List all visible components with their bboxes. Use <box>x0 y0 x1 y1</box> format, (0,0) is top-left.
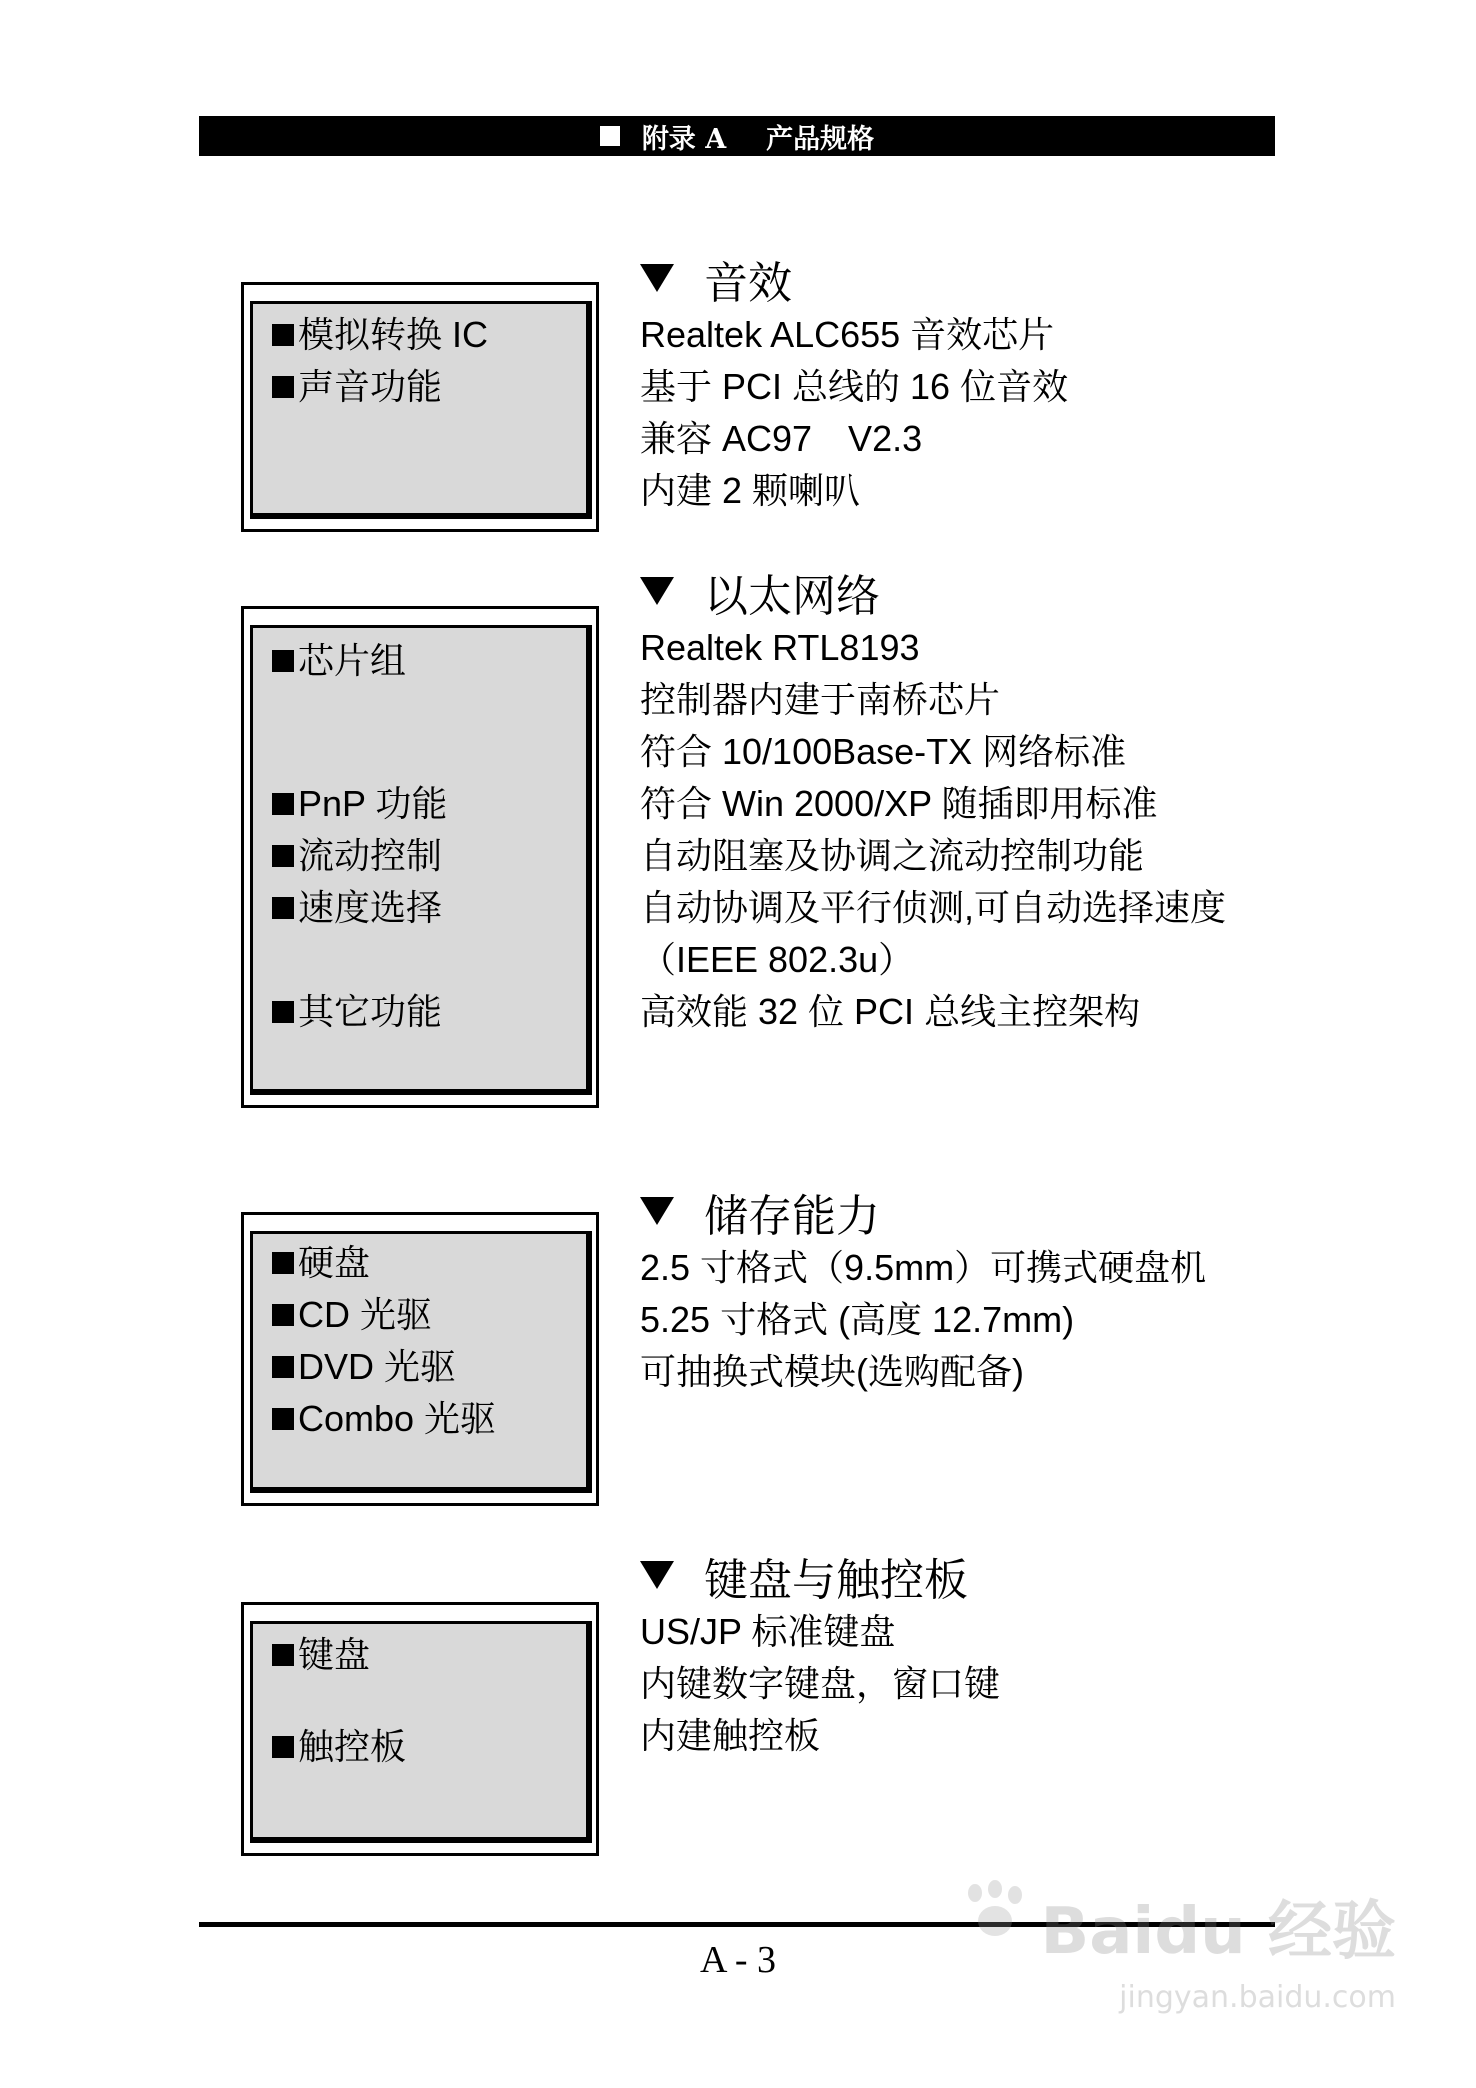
page-number: A - 3 <box>700 1939 776 1981</box>
spec-line: 自动阻塞及协调之流动控制功能 <box>640 835 1145 876</box>
spec-line: 高效能 32 位 PCI 总线主控架构 <box>640 991 1141 1032</box>
storage-section <box>640 1192 1320 1398</box>
triangle-down-icon <box>640 1561 674 1589</box>
audio-item-sound: 声音功能 <box>272 367 442 407</box>
storage-item-combo: Combo 光驱 <box>272 1399 496 1439</box>
keyboard-section <box>640 1556 1320 1762</box>
storage-side-box <box>241 1212 599 1506</box>
header-title: 产品规格 <box>766 123 875 155</box>
keyboard-side-box <box>241 1602 599 1856</box>
square-bullet-icon <box>600 126 620 146</box>
spec-line: 控制器内建于南桥芯片 <box>640 679 1001 720</box>
spec-line: 内建 2 颗喇叭 <box>640 470 861 511</box>
section-title: 以太网络 <box>640 572 1320 622</box>
storage-item-dvd: DVD 光驱 <box>272 1347 456 1387</box>
spec-line: 自动协调及平行侦测,可自动选择速度 <box>640 887 1227 928</box>
spec-line: 可抽换式模块(选购配备) <box>640 1351 1024 1392</box>
spec-line: 2.5 寸格式（9.5mm）可携式硬盘机 <box>640 1247 1207 1288</box>
triangle-down-icon <box>640 1197 674 1225</box>
spec-line: 内建触控板 <box>640 1715 821 1756</box>
spec-line: （IEEE 802.3u） <box>640 939 915 980</box>
paw-logo-icon <box>960 1880 1030 1940</box>
watermark-url: jingyan.baidu.com <box>1119 1980 1396 2015</box>
spec-line: US/JP 标准键盘 <box>640 1611 896 1652</box>
ethernet-section <box>640 572 1320 1038</box>
ethernet-item-speed: 速度选择 <box>272 888 442 928</box>
page-header <box>199 116 1275 156</box>
spec-line: 5.25 寸格式 (高度 12.7mm) <box>640 1299 1075 1340</box>
spec-line: Realtek RTL8193 <box>640 627 920 668</box>
audio-item-ic: 模拟转换 IC <box>272 315 488 355</box>
baidu-watermark <box>960 1880 1396 2015</box>
ethernet-item-pnp: PnP 功能 <box>272 784 447 824</box>
keyboard-item-touchpad: 触控板 <box>272 1727 406 1767</box>
spec-line: 兼容 AC97 V2.3 <box>640 418 923 459</box>
ethernet-side-box <box>241 606 599 1108</box>
audio-side-box <box>241 282 599 532</box>
section-title: 音效 <box>640 259 1320 309</box>
storage-item-hdd: 硬盘 <box>272 1243 370 1283</box>
section-title: 储存能力 <box>640 1192 1320 1242</box>
spec-line: 符合 10/100Base-TX 网络标准 <box>640 731 1127 772</box>
keyboard-item-keyboard: 键盘 <box>272 1635 370 1675</box>
triangle-down-icon <box>640 577 674 605</box>
spec-line: Realtek ALC655 音效芯片 <box>640 314 1055 355</box>
header-prefix: 附录 A <box>641 123 727 155</box>
spec-line: 符合 Win 2000/XP 随插即用标准 <box>640 783 1158 824</box>
ethernet-item-other: 其它功能 <box>272 992 442 1032</box>
spec-line: 基于 PCI 总线的 16 位音效 <box>640 366 1069 407</box>
audio-section <box>640 259 1320 517</box>
section-title: 键盘与触控板 <box>640 1556 1320 1606</box>
spec-line: 内键数字键盘，窗口键 <box>640 1663 1001 1704</box>
ethernet-item-chipset: 芯片组 <box>272 641 406 681</box>
triangle-down-icon <box>640 264 674 292</box>
storage-item-cd: CD 光驱 <box>272 1295 432 1335</box>
ethernet-item-flow: 流动控制 <box>272 836 442 876</box>
watermark-brand: Baidu 经验 <box>1040 1895 1396 1969</box>
